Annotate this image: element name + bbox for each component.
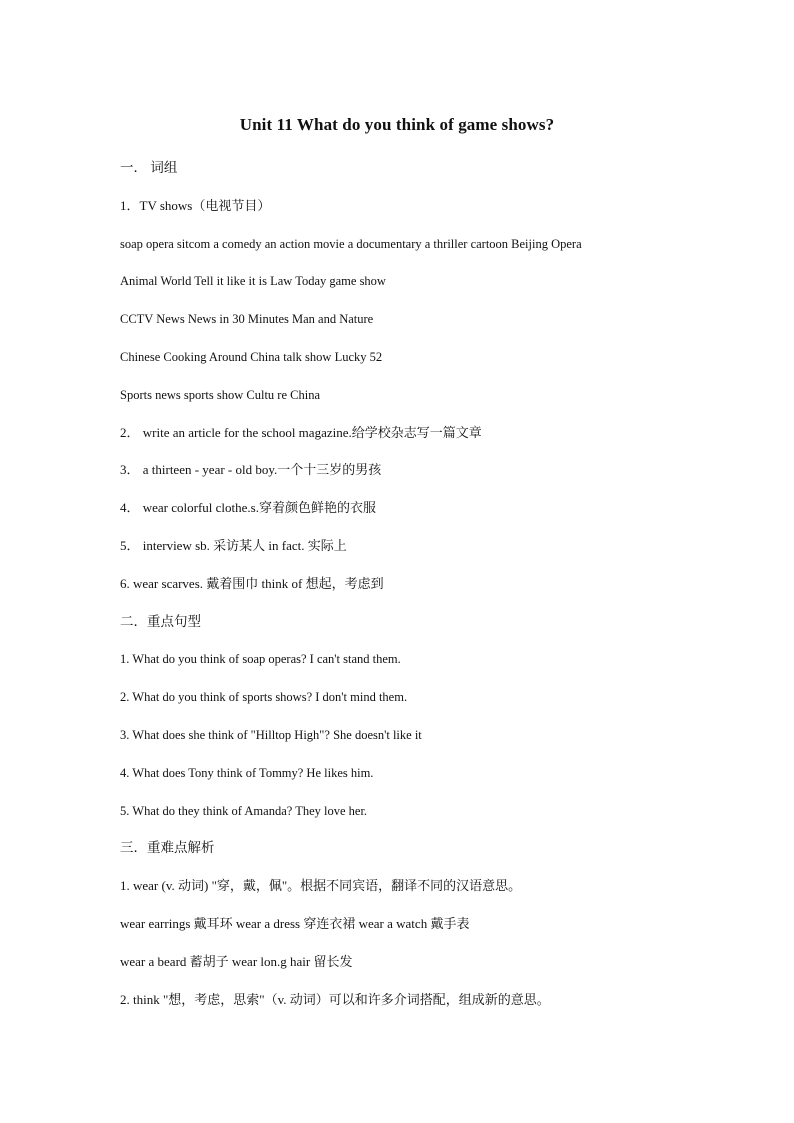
list-item: 5. What do they think of Amanda? They love her.	[120, 803, 368, 818]
list-item: 2. think "想，考虑，思索"（v. 动词）可以和许多介词搭配，组成新的意思。	[120, 991, 550, 1007]
list-item: 6. wear scarves. 戴着围巾 think of 想起，考虑到	[120, 575, 384, 591]
list-item: 3． a thirteen - year - old boy.一个十三岁的男孩	[120, 462, 382, 478]
list-item: soap opera sitcom a comedy an action movie a documentary a thriller cartoon Beijing Opera	[120, 236, 582, 251]
list-item: 4. What does Tony think of Tommy? He likes him.	[120, 765, 374, 780]
list-item: wear a beard 蓄胡子 wear lon.g hair 留长发	[120, 953, 353, 969]
document-title: Unit 11 What do you think of game shows?	[239, 115, 555, 134]
section-heading-phrases: 一． 词组	[120, 160, 178, 175]
section-heading-analysis: 三．重难点解析	[120, 840, 215, 856]
list-item: wear earrings 戴耳环 wear a dress 穿连衣裙 wear a watch 戴手表	[120, 915, 470, 931]
list-item: 5． interview sb. 采访某人 in fact. 实际上	[120, 537, 347, 553]
list-item: Chinese Cooking Around China talk show Lucky 52	[120, 349, 383, 364]
list-item: Sports news sports show Cultu re China	[120, 387, 320, 402]
list-item: 3. What does she think of "Hilltop High"? She doesn't like it	[120, 727, 422, 742]
list-item: Animal World Tell it like it is Law Today game show	[120, 274, 386, 289]
list-item: 1. What do you think of soap operas? I can't stand them.	[120, 652, 401, 667]
section-heading-key-sentences: 二．重点句型	[120, 613, 201, 629]
list-item: 1．TV shows（电视节目）	[120, 197, 271, 213]
document-body	[120, 159, 720, 1028]
list-item: 1. wear (v. 动词) "穿，戴，佩"。根据不同宾语，翻译不同的汉语意思。	[120, 878, 522, 894]
list-item: 2． write an article for the school magazine.给学校杂志写一篇文章	[120, 424, 482, 440]
list-item: CCTV News News in 30 Minutes Man and Nature	[120, 312, 374, 327]
list-item: 2. What do you think of sports shows? I don't mind them.	[120, 690, 408, 705]
list-item: 4． wear colorful clothe.s.穿着颜色鲜艳的衣服	[120, 500, 376, 516]
